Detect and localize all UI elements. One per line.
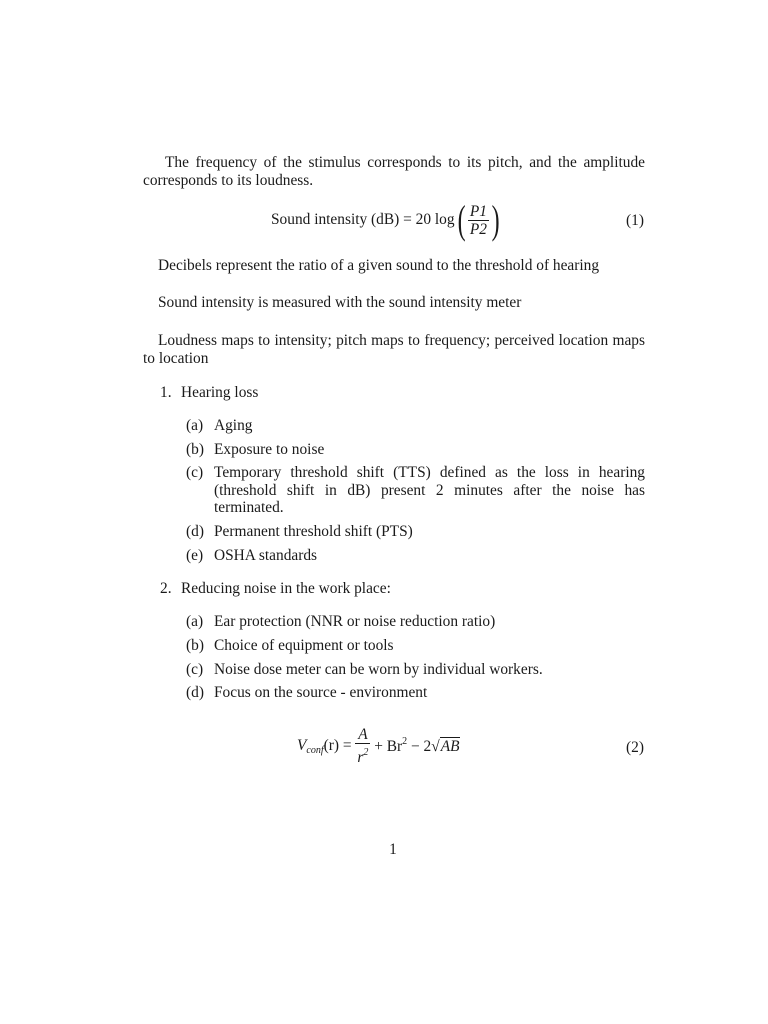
sub-item-marker: (d) xyxy=(186,684,204,701)
sub-item-marker: (e) xyxy=(186,547,204,564)
page-number: 1 xyxy=(389,841,397,858)
equation-2-term2-exponent: 2 xyxy=(402,736,408,747)
sub-item-marker: (b) xyxy=(186,637,204,654)
sub-item-text: Choice of equipment or tools xyxy=(214,637,394,654)
sub-item-text: Exposure to noise xyxy=(214,441,325,458)
equation-2-subscript: conf xyxy=(306,745,324,756)
sub-item-text: Aging xyxy=(214,417,253,434)
equation-2-denominator: r xyxy=(357,749,364,766)
equation-2-fraction xyxy=(355,726,370,766)
list-item-1-marker: 1. xyxy=(160,384,172,401)
equation-2-den-exponent: 2 xyxy=(363,747,369,758)
equation-2-term3: − 2 xyxy=(411,738,432,755)
equation-1-denominator: P2 xyxy=(469,220,487,238)
right-paren: ) xyxy=(491,197,500,242)
sub-item-text: OSHA standards xyxy=(214,547,318,564)
paragraph-loudness: Loudness maps to intensity; pitch maps to frequency; perceived location maps to location xyxy=(143,332,645,367)
equation-2-v: V xyxy=(297,737,307,754)
list-item-1-title: Hearing loss xyxy=(181,384,259,401)
sub-item-marker: (c) xyxy=(186,464,204,481)
sub-item-text: Ear protection (NNR or noise reduction ratio) xyxy=(214,613,496,630)
equation-1-lhs: Sound intensity (dB) = 20 log xyxy=(271,211,455,228)
sub-item-marker: (d) xyxy=(186,523,204,540)
sub-item-text: Focus on the source - environment xyxy=(214,684,428,701)
list-item-2-marker: 2. xyxy=(160,580,172,597)
sub-item-marker: (b) xyxy=(186,441,204,458)
paragraph-sound-intensity: Sound intensity is measured with the sound intensity meter xyxy=(158,294,522,311)
sub-item-text: Noise dose meter can be worn by individual workers. xyxy=(214,661,543,678)
equation-1-fraction xyxy=(468,203,489,238)
sub-item-text: Temporary threshold shift (TTS) defined as the loss in hearing (threshold shift in dB) present 2 minutes after the noise has terminated. xyxy=(214,464,645,516)
equation-2-numerator: A xyxy=(355,726,370,744)
equation-1-numerator: P1 xyxy=(469,202,487,220)
equation-2-radicand: AB xyxy=(440,738,460,755)
left-paren: ( xyxy=(457,197,466,242)
equation-2 xyxy=(297,726,460,766)
sqrt-icon: √ xyxy=(431,738,440,755)
sub-item-marker: (c) xyxy=(186,661,204,678)
sub-item-marker: (a) xyxy=(186,417,204,434)
equation-1 xyxy=(271,197,502,242)
intro-paragraph: The frequency of the stimulus corresponds to its pitch, and the amplitude corresponds to its loudness. xyxy=(143,154,645,189)
sub-item-text: Permanent threshold shift (PTS) xyxy=(214,523,413,540)
sub-item-marker: (a) xyxy=(186,613,204,630)
equation-1-number: (1) xyxy=(626,212,644,229)
list-item-2-title: Reducing noise in the work place: xyxy=(181,580,391,597)
equation-2-number: (2) xyxy=(626,739,644,756)
equation-2-term2: + Br xyxy=(374,738,403,755)
equation-2-arg: (r) = xyxy=(323,737,352,754)
paragraph-decibels: Decibels represent the ratio of a given sound to the threshold of hearing xyxy=(158,257,600,274)
